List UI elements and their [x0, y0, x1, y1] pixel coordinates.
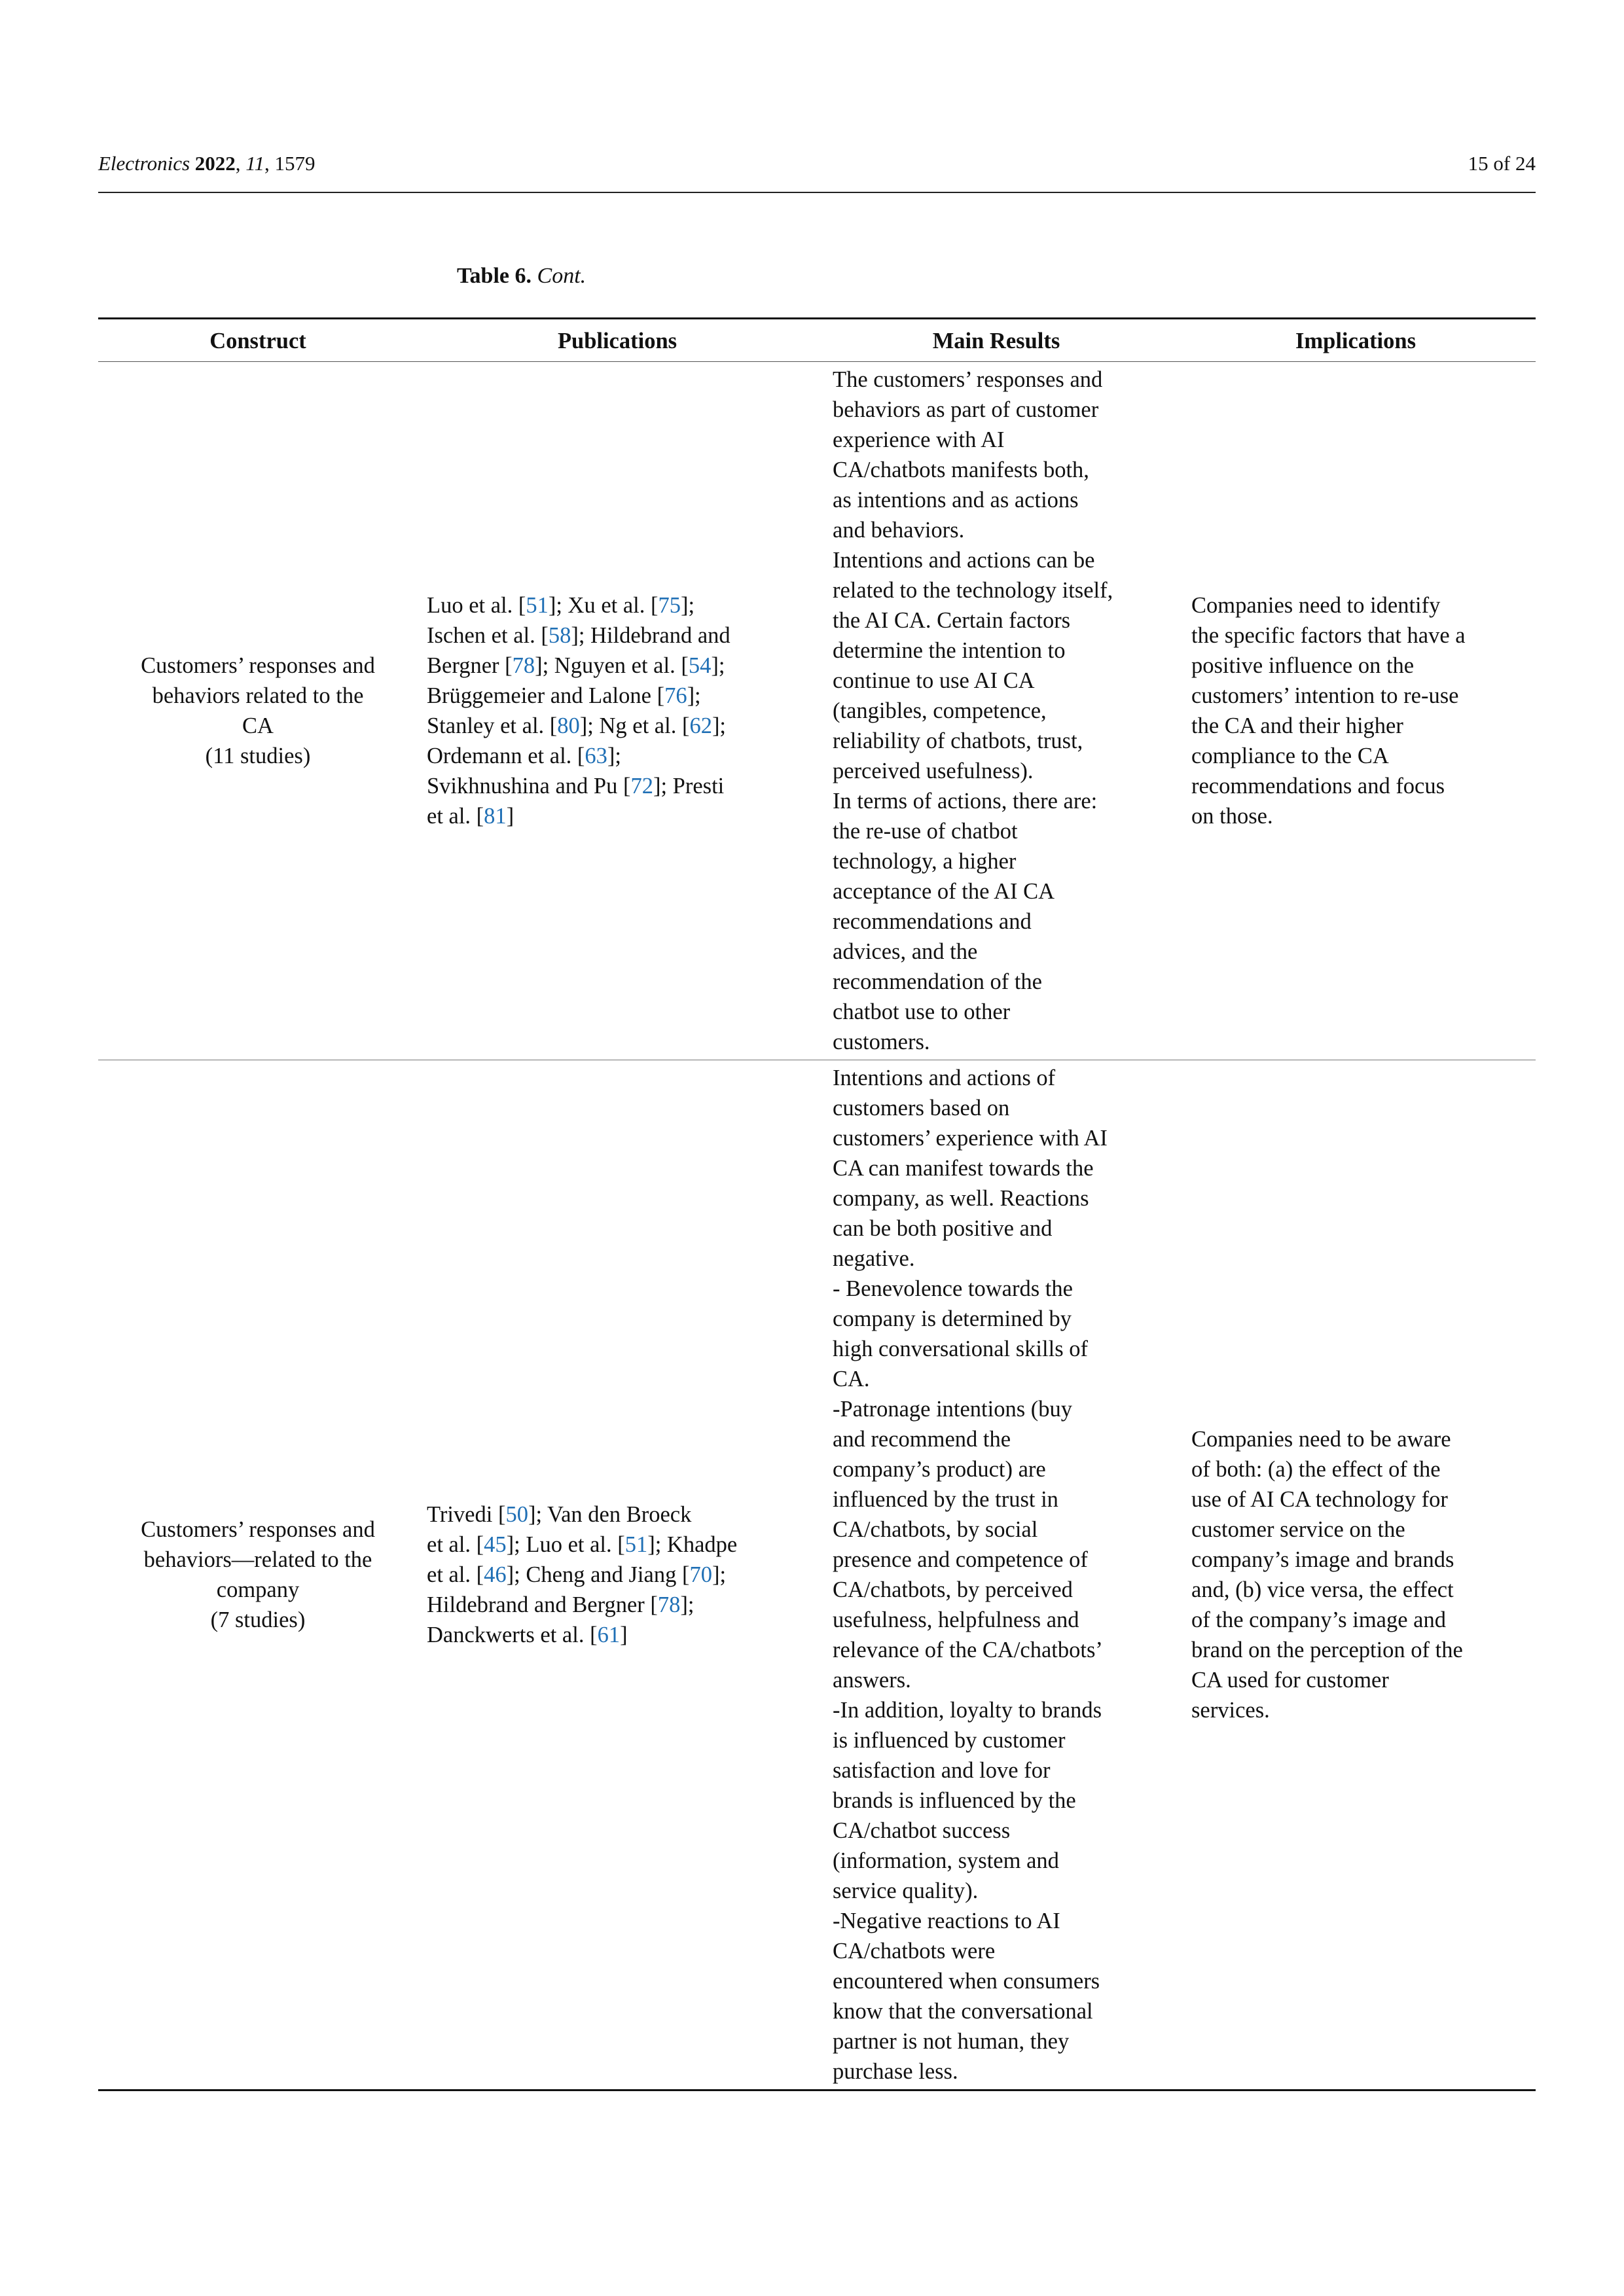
publication-text: ];	[687, 683, 701, 708]
main-results-cell-line: customers’ experience with AI	[833, 1126, 1108, 1151]
publication-text: Ischen et al. [	[427, 623, 549, 648]
table-header-row	[98, 319, 1536, 362]
reference-link[interactable]: 61	[597, 1623, 621, 1647]
main-results-cell-line: the AI CA. Certain factors	[833, 608, 1071, 633]
main-results-cell-line: Intentions and actions of	[833, 1066, 1056, 1090]
reference-link[interactable]: 78	[657, 1592, 681, 1617]
construct-cell-line: company	[216, 1577, 300, 1602]
publication-text: ];	[681, 593, 695, 618]
main-results-cell-line: can be both positive and	[833, 1216, 1053, 1241]
publication-text: ];	[711, 653, 725, 678]
main-results-cell-line: answers.	[833, 1668, 911, 1693]
publication-text: Ordemann et al. [	[427, 744, 585, 768]
article-number: 1579	[274, 152, 316, 175]
publication-text: ]; Ng et al. [	[579, 713, 690, 738]
main-results-cell-line: Intentions and actions can be	[833, 548, 1095, 573]
publications-line	[427, 1590, 808, 1620]
main-results-cell-line: perceived usefulness).	[833, 759, 1034, 783]
implications-cell	[1176, 362, 1536, 1060]
publications-cell	[418, 1060, 817, 2090]
main-results-cell-line: relevance of the CA/chatbots’	[833, 1638, 1103, 1662]
main-results-cell-line: - Benevolence towards the	[833, 1276, 1073, 1301]
reference-link[interactable]: 70	[689, 1562, 712, 1587]
publication-text: ]; Hildebrand and	[571, 623, 731, 648]
journal-citation: Electronics 2022, 11, 1579	[98, 152, 316, 175]
construct-cell-line: (11 studies)	[205, 744, 311, 768]
publication-text: ]; Luo et al. [	[506, 1532, 625, 1557]
reference-link[interactable]: 72	[630, 774, 653, 798]
main-results-cell-line: service quality).	[833, 1878, 979, 1903]
main-results-cell-line: company, as well. Reactions	[833, 1186, 1089, 1211]
main-results-cell-line: purchase less.	[833, 2059, 958, 2084]
main-results-cell-line: the re-use of chatbot	[833, 819, 1018, 844]
construct-cell-line: behaviors—related to the	[143, 1547, 372, 1572]
main-results-cell-line: related to the technology itself,	[833, 578, 1113, 603]
main-results-cell-line: CA/chatbots were	[833, 1939, 996, 1964]
reference-link[interactable]: 50	[505, 1502, 528, 1527]
main-results-cell-line: company is determined by	[833, 1306, 1072, 1331]
publication-text: Luo et al. [	[427, 593, 526, 618]
publications-line	[427, 1499, 808, 1530]
reference-link[interactable]: 51	[624, 1532, 648, 1557]
implications-cell-line: compliance to the CA	[1191, 744, 1389, 768]
publication-text: ]; Khadpe	[647, 1532, 738, 1557]
main-results-cell-line: partner is not human, they	[833, 2029, 1070, 2054]
table-row	[98, 1060, 1536, 2090]
reference-link[interactable]: 63	[585, 744, 607, 768]
main-results-cell-line: -In addition, loyalty to brands	[833, 1698, 1102, 1723]
reference-link[interactable]: 58	[548, 623, 571, 648]
publication-text: Brüggemeier and Lalone [	[427, 683, 665, 708]
main-results-cell-line: high conversational skills of	[833, 1336, 1088, 1361]
reference-link[interactable]: 51	[526, 593, 549, 618]
implications-cell-line: the specific factors that have a	[1191, 623, 1466, 648]
main-results-cell-line: CA/chatbots, by social	[833, 1517, 1038, 1542]
implications-cell	[1176, 1060, 1536, 2090]
main-results-cell-line: chatbot use to other	[833, 999, 1011, 1024]
main-results-cell-line: is influenced by customer	[833, 1728, 1066, 1753]
main-results-cell-line: -Patronage intentions (buy	[833, 1397, 1073, 1422]
publications-line	[427, 590, 808, 620]
main-results-cell-line: recommendations and	[833, 909, 1032, 934]
publication-text: Danckwerts et al. [	[427, 1623, 598, 1647]
publication-text: ];	[712, 713, 727, 738]
column-header-publications: Publications	[557, 329, 677, 353]
main-results-cell	[817, 362, 1176, 1060]
construct-cell	[98, 1060, 418, 2090]
publication-text: ]; Nguyen et al. [	[535, 653, 689, 678]
table-row	[98, 362, 1536, 1060]
publication-text: Bergner [	[427, 653, 513, 678]
publication-text: ]; Presti	[653, 774, 725, 798]
journal-volume: 11	[245, 152, 264, 175]
main-results-cell-line: CA/chatbot success	[833, 1818, 1011, 1843]
page-number: 15 of 24	[1468, 152, 1536, 175]
table-caption	[457, 262, 586, 291]
implications-cell-line: and, (b) vice versa, the effect	[1191, 1577, 1454, 1602]
publications-line	[427, 651, 808, 681]
publication-text: Hildebrand and Bergner [	[427, 1592, 658, 1617]
publication-text: ]	[620, 1623, 628, 1647]
table-label: Table 6.	[457, 264, 532, 288]
reference-link[interactable]: 76	[664, 683, 687, 708]
implications-cell-line: customers’ intention to re-use	[1191, 683, 1459, 708]
main-results-cell-line: know that the conversational	[833, 1999, 1093, 2024]
journal-year: 2022	[194, 152, 236, 175]
reference-link[interactable]: 54	[688, 653, 712, 678]
publications-cell	[418, 362, 817, 1060]
publication-text: Trivedi [	[427, 1502, 506, 1527]
main-results-cell-line: experience with AI	[833, 427, 1005, 452]
main-results-cell-line: brands is influenced by the	[833, 1788, 1076, 1813]
publications-line	[427, 771, 808, 801]
main-results-cell-line: negative.	[833, 1246, 915, 1271]
main-results-cell-line: acceptance of the AI CA	[833, 879, 1055, 904]
main-results-cell-line: CA.	[833, 1367, 870, 1391]
main-results-cell-line: company’s product) are	[833, 1457, 1046, 1482]
reference-link[interactable]: 45	[484, 1532, 507, 1557]
main-results-cell-line: CA can manifest towards the	[833, 1156, 1094, 1181]
implications-cell-line: positive influence on the	[1191, 653, 1415, 678]
publication-text: ]; Xu et al. [	[548, 593, 659, 618]
main-results-cell-line: influenced by the trust in	[833, 1487, 1058, 1512]
table-cont: Cont.	[537, 264, 586, 288]
main-results-cell-line: customers.	[833, 1030, 930, 1054]
implications-cell-line: of the company’s image and	[1191, 1607, 1446, 1632]
main-results-cell-line: technology, a higher	[833, 849, 1017, 874]
construct-cell-line: Customers’ responses and	[141, 653, 375, 678]
reference-link[interactable]: 78	[512, 653, 535, 678]
column-header-construct: Construct	[209, 329, 306, 353]
main-results-cell-line: (tangibles, competence,	[833, 698, 1047, 723]
construct-cell-line: CA	[242, 713, 274, 738]
publication-text: Stanley et al. [	[427, 713, 558, 738]
results-table	[98, 317, 1536, 2091]
reference-link[interactable]: 46	[484, 1562, 507, 1587]
publication-text: ]; Cheng and Jiang [	[506, 1562, 690, 1587]
publication-text: ];	[607, 744, 621, 768]
main-results-cell-line: usefulness, helpfulness and	[833, 1607, 1079, 1632]
publication-text: ];	[712, 1562, 727, 1587]
implications-cell-line: CA used for customer	[1191, 1668, 1389, 1693]
main-results-cell-line: determine the intention to	[833, 638, 1066, 663]
publication-text: ]	[506, 804, 514, 829]
reference-link[interactable]: 62	[689, 713, 712, 738]
column-header-main-results: Main Results	[932, 329, 1060, 353]
reference-link[interactable]: 81	[484, 804, 507, 829]
publications-line	[427, 1560, 808, 1590]
construct-cell-line: Customers’ responses and	[141, 1517, 375, 1542]
implications-cell-line: recommendations and focus	[1191, 774, 1445, 798]
publications-line	[427, 741, 808, 771]
column-header-implications: Implications	[1295, 329, 1416, 353]
publications-line	[427, 801, 808, 831]
main-results-cell-line: as intentions and as actions	[833, 488, 1079, 512]
publication-text: et al. [	[427, 1562, 484, 1587]
publication-text: Svikhnushina and Pu [	[427, 774, 631, 798]
publications-line	[427, 620, 808, 651]
implications-cell-line: of both: (a) the effect of the	[1191, 1457, 1441, 1482]
header-rule	[98, 192, 1536, 193]
main-results-cell-line: and behaviors.	[833, 518, 965, 543]
implications-cell-line: on those.	[1191, 804, 1273, 829]
construct-cell	[98, 362, 418, 1060]
main-results-cell-line: advices, and the	[833, 939, 978, 964]
publication-text: ];	[680, 1592, 695, 1617]
publications-line	[427, 681, 808, 711]
implications-cell-line: customer service on the	[1191, 1517, 1405, 1542]
reference-link[interactable]: 80	[557, 713, 580, 738]
main-results-cell	[817, 1060, 1176, 2090]
main-results-cell-line: presence and competence of	[833, 1547, 1088, 1572]
main-results-cell-line: recommendation of the	[833, 969, 1042, 994]
main-results-cell-line: In terms of actions, there are:	[833, 789, 1098, 814]
main-results-cell-line: and recommend the	[833, 1427, 1011, 1452]
publications-line	[427, 1620, 808, 1650]
construct-cell-line: behaviors related to the	[152, 683, 364, 708]
reference-link[interactable]: 75	[658, 593, 681, 618]
main-results-cell-line: -Negative reactions to AI	[833, 1909, 1060, 1933]
construct-cell-line: (7 studies)	[210, 1607, 306, 1632]
implications-cell-line: services.	[1191, 1698, 1270, 1723]
implications-cell-line: brand on the perception of the	[1191, 1638, 1463, 1662]
main-results-cell-line: behaviors as part of customer	[833, 397, 1099, 422]
implications-cell-line: the CA and their higher	[1191, 713, 1403, 738]
running-header	[98, 149, 1536, 178]
publication-text: ]; Van den Broeck	[528, 1502, 692, 1527]
publication-text: et al. [	[427, 1532, 484, 1557]
journal-name: Electronics	[98, 152, 190, 175]
implications-cell-line: Companies need to identify	[1191, 593, 1441, 618]
main-results-cell-line: reliability of chatbots, trust,	[833, 728, 1083, 753]
publications-line	[427, 711, 808, 741]
main-results-cell-line: customers based on	[833, 1096, 1010, 1121]
publication-text: et al. [	[427, 804, 484, 829]
main-results-cell-line: continue to use AI CA	[833, 668, 1035, 693]
main-results-cell-line: satisfaction and love for	[833, 1758, 1051, 1783]
main-results-cell-line: encountered when consumers	[833, 1969, 1100, 1994]
implications-cell-line: Companies need to be aware	[1191, 1427, 1451, 1452]
main-results-cell-line: The customers’ responses and	[833, 367, 1103, 392]
main-results-cell-line: CA/chatbots manifests both,	[833, 457, 1089, 482]
implications-cell-line: use of AI CA technology for	[1191, 1487, 1448, 1512]
main-results-cell-line: CA/chatbots, by perceived	[833, 1577, 1073, 1602]
publications-line	[427, 1530, 808, 1560]
implications-cell-line: company’s image and brands	[1191, 1547, 1454, 1572]
main-results-cell-line: (information, system and	[833, 1848, 1059, 1873]
